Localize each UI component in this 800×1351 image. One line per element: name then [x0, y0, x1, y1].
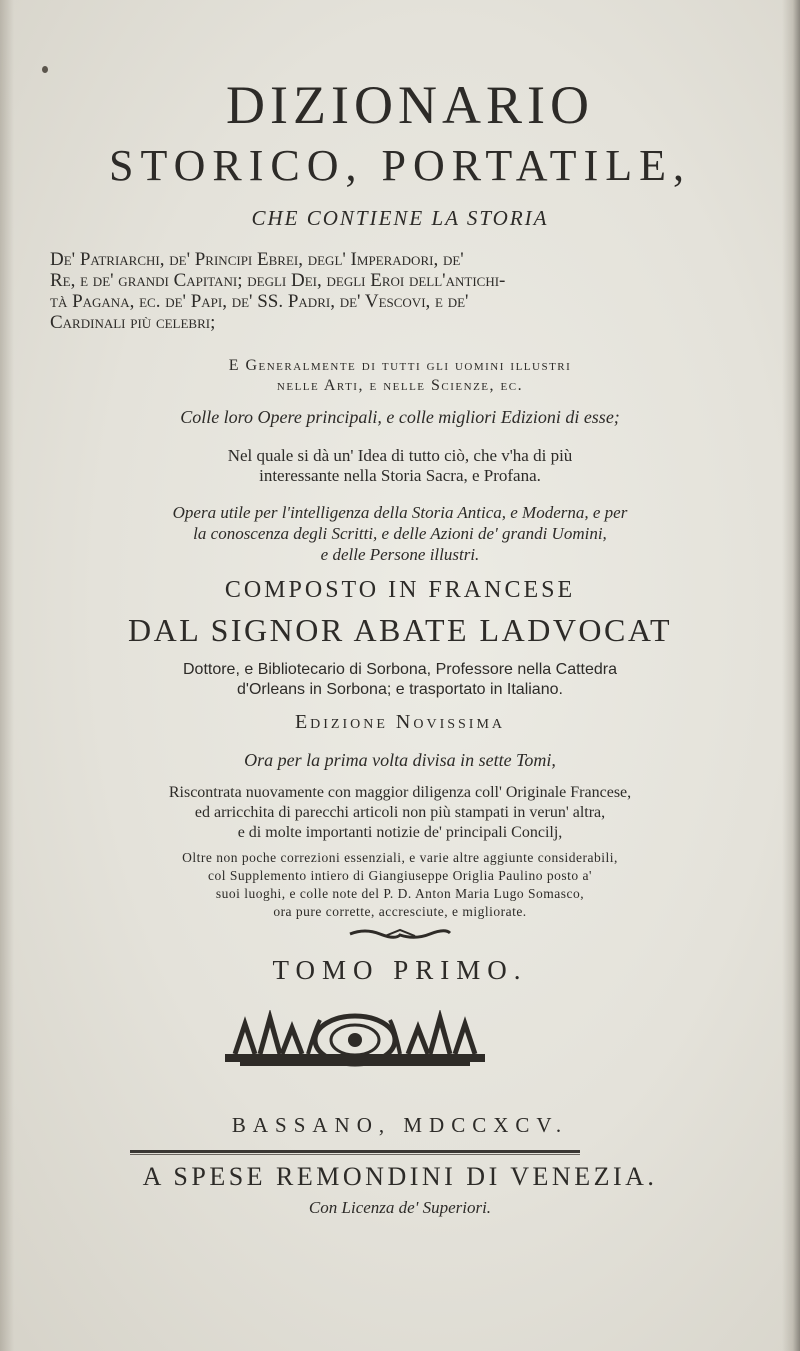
contents-idea-1: Nel quale si dà un' Idea di tutto ciò, che v'ha di più	[227, 446, 573, 465]
imprint-rule	[130, 1150, 580, 1153]
title-contains: CHE CONTIENE LA STORIA	[251, 206, 549, 230]
imprint-publisher: A SPESE REMONDINI DI VENEZIA.	[142, 1162, 658, 1191]
contents-idea-2: interessante nella Storia Sacra, e Profana.	[259, 466, 541, 485]
contents-general-1: E Generalmente di tutti gli uomini illustri	[228, 357, 572, 374]
edition-additions-3: suoi luoghi, e colle note del P. D. Anton Maria Lugo Somasco,	[215, 886, 585, 901]
contents-line-1: De' Patriarchi, de' Principi Ebrei, degl' Imperadori, de'	[50, 249, 464, 270]
ink-spot	[42, 66, 48, 73]
edition-additions-2: col Supplemento intiero di Giangiuseppe Origlia Paulino posto a'	[208, 868, 592, 883]
contents-general-2: nelle Arti, e nelle Scienze, ec.	[276, 377, 524, 394]
contents-works: Colle loro Opere principali, e colle migliori Edizioni di esse;	[180, 407, 620, 427]
title-main: DIZIONARIO	[226, 75, 594, 135]
edition-revised-1: Riscontrata nuovamente con maggior diligenza coll' Originale Francese,	[168, 784, 632, 801]
edition-revised-2: ed arricchita di parecchi articoli non più stampati in verun' altra,	[194, 804, 606, 821]
flourish-ornament	[0, 926, 800, 947]
imprint-license: Con Licenza de' Superiori.	[308, 1198, 492, 1217]
edition-divided: Ora per la prima volta divisa in sette Tomi,	[244, 750, 556, 770]
title-sub: STORICO, PORTATILE,	[109, 141, 691, 190]
contents-line-4: Cardinali più celebri;	[50, 312, 216, 333]
contents-line-3: tà Pagana, ec. de' Papi, de' SS. Padri, de' Vescovi, e de'	[50, 291, 469, 312]
edition-additions-1: Oltre non poche correzioni essenziali, e varie altre aggiunte considerabili,	[182, 850, 618, 865]
edition-revised-3: e di molte importanti notizie de' principali Concilj,	[237, 824, 563, 841]
edition-label: Edizione Novissima	[294, 711, 506, 733]
contents-useful-1: Opera utile per l'intelligenza della Storia Antica, e Moderna, e per	[172, 503, 628, 522]
contents-useful-3: e delle Persone illustri.	[320, 545, 480, 564]
composed-in-french: COMPOSTO IN FRANCESE	[224, 577, 576, 603]
printer-vignette-icon	[220, 1010, 490, 1070]
contents-useful-2: la conoscenza degli Scritti, e delle Azioni de' grandi Uomini,	[193, 524, 607, 543]
author-name: DAL SIGNOR ABATE LADVOCAT	[128, 612, 672, 648]
edition-additions-4: ora pure corrette, accresciute, e migliorate.	[273, 904, 527, 919]
imprint-place-date: BASSANO, MDCCXCV.	[231, 1113, 569, 1137]
author-desc-1: Dottore, e Bibliotecario di Sorbona, Professore nella Cattedra	[182, 661, 617, 678]
contents-line-2: Re, e de' grandi Capitani; degli Dei, degli Eroi dell'antichi-	[50, 270, 506, 291]
author-desc-2: d'Orleans in Sorbona; e trasportato in Italiano.	[237, 681, 563, 698]
volume-label: TOMO PRIMO.	[272, 955, 528, 985]
